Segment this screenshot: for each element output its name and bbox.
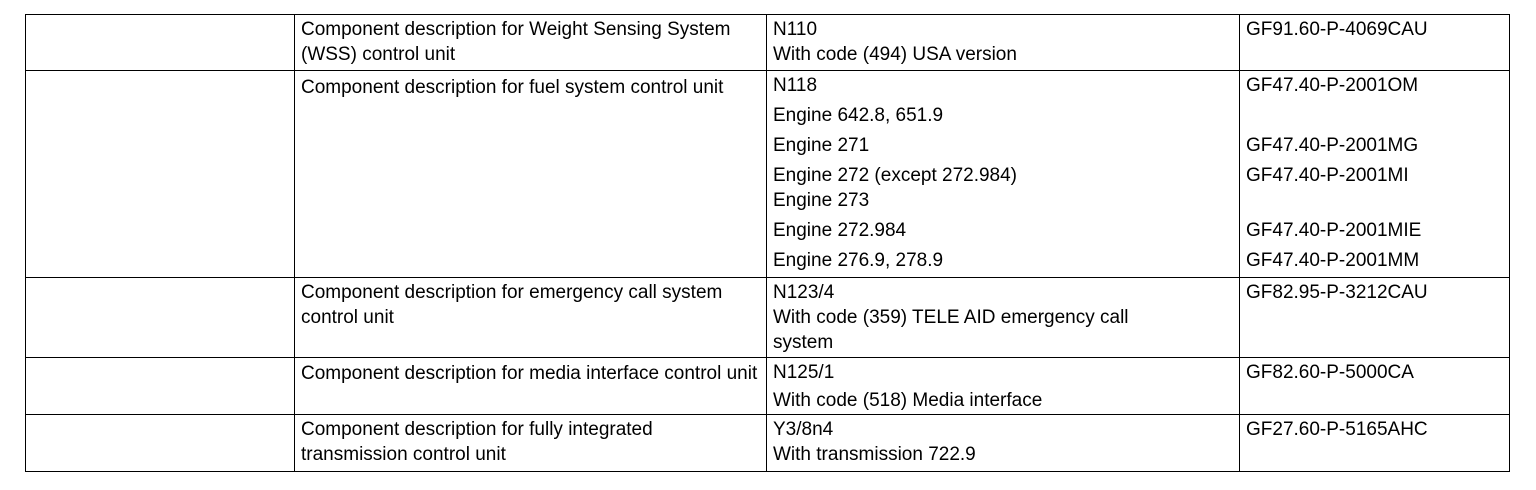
document-cell (1240, 415, 1510, 472)
document-reference: GF82.95-P-3212CAU (1246, 282, 1428, 303)
designation-line: Engine 272 (except 272.984) (773, 165, 1018, 186)
designation-line: With code (359) TELE AID emergency call (773, 307, 1129, 328)
document-cell (1240, 358, 1510, 415)
document-reference: GF47.40-P-2001MI (1246, 165, 1409, 186)
designation-line: With code (494) USA version (773, 44, 1017, 65)
designation-cell (767, 15, 1240, 71)
component-reference-table (25, 14, 1510, 472)
document-reference: GF47.40-P-2001MG (1246, 135, 1419, 156)
designation-line: N110 (773, 19, 818, 40)
document-reference: GF82.60-P-5000CA (1246, 362, 1414, 383)
description-cell (295, 358, 767, 415)
designation-cell (767, 278, 1240, 358)
component-description: Component description for media interface control unit (301, 363, 758, 384)
document-reference: GF47.40-P-2001OM (1246, 75, 1419, 96)
document-reference: GF27.60-P-5165AHC (1246, 419, 1428, 440)
designation-line: N118 (773, 75, 818, 96)
designation-line: Engine 271 (773, 135, 870, 156)
designation-line: Engine 276.9, 278.9 (773, 250, 944, 271)
table-row (26, 278, 1510, 358)
table-row (26, 415, 1510, 472)
designation-cell (767, 415, 1240, 472)
blank-cell (26, 278, 295, 358)
component-description: Component description for Weight Sensing System (WSS) control unit (301, 19, 731, 65)
description-cell (295, 71, 767, 278)
component-description: Component description for fully integrated transmission control unit (301, 419, 653, 465)
designation-cell (767, 71, 1240, 278)
designation-line: Engine 272.984 (773, 220, 907, 241)
description-cell (295, 415, 767, 472)
blank-cell (26, 415, 295, 472)
designation-line: With code (518) Media interface (773, 390, 1043, 411)
blank-cell (26, 358, 295, 415)
designation-line: N125/1 (773, 362, 835, 383)
designation-line: Y3/8n4 (773, 419, 834, 440)
table-row (26, 358, 1510, 415)
document-reference (1246, 188, 1503, 213)
document-cell (1240, 278, 1510, 358)
blank-cell (26, 15, 295, 71)
document-reference: GF47.40-P-2001MM (1246, 250, 1420, 271)
designation-line: Engine 642.8, 651.9 (773, 105, 944, 126)
designation-line: Engine 273 (773, 190, 870, 211)
blank-cell (26, 71, 295, 278)
designation-line: With transmission 722.9 (773, 444, 976, 465)
document-cell (1240, 15, 1510, 71)
designation-line: system (773, 332, 834, 353)
designation-line: N123/4 (773, 282, 835, 303)
designation-cell (767, 358, 1240, 415)
component-description: Component description for emergency call system control unit (301, 282, 723, 328)
document-reference: GF47.40-P-2001MIE (1246, 220, 1422, 241)
document-cell (1240, 71, 1510, 278)
document-reference: GF91.60-P-4069CAU (1246, 19, 1428, 40)
description-cell (295, 15, 767, 71)
description-cell (295, 278, 767, 358)
table-row (26, 71, 1510, 278)
component-description: Component description for fuel system control unit (301, 77, 724, 98)
document-reference (1246, 103, 1503, 128)
table-row (26, 15, 1510, 71)
